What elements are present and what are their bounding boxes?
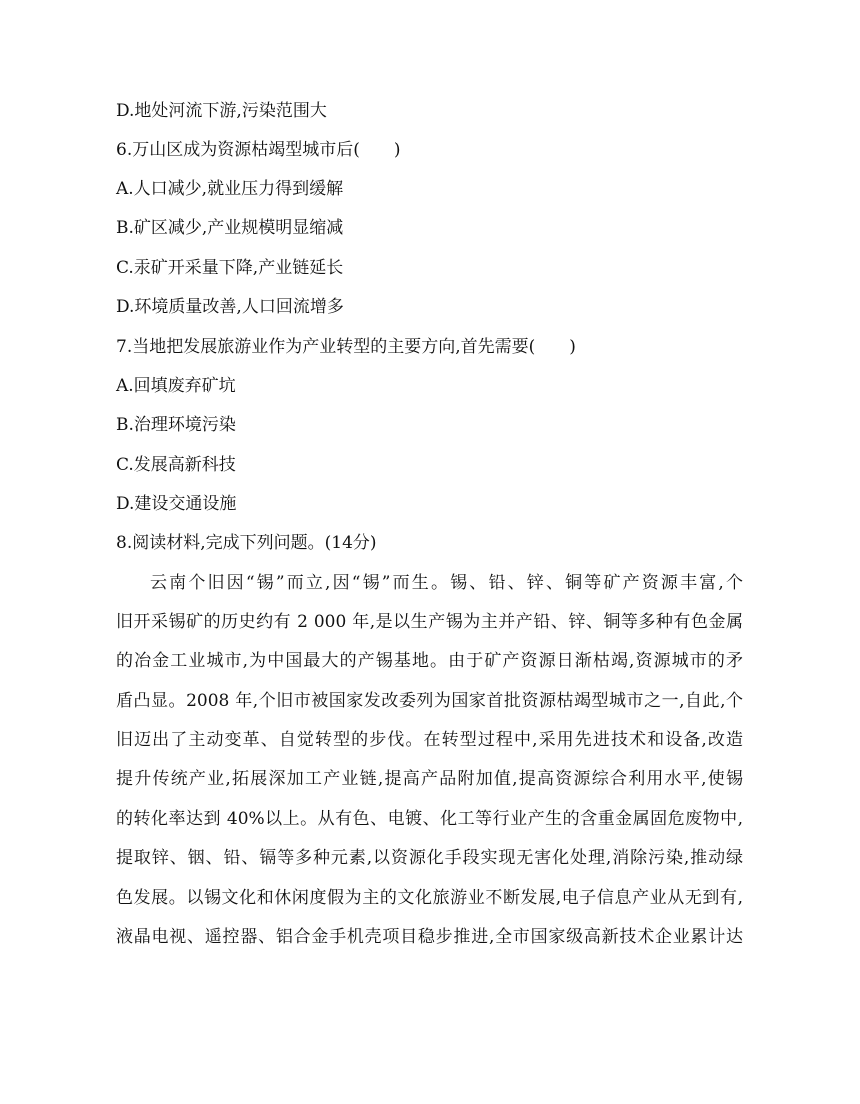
q7-option-d: D.建设交通设施 — [116, 494, 237, 514]
passage-line: 云南个旧因“锡”而立,因“锡”而生。锡、铅、锌、铜等矿产资源丰富,个 — [150, 573, 743, 593]
q5-option-d: D.地处河流下游,污染范围大 — [116, 101, 327, 121]
passage-line: 色发展。以锡文化和休闲度假为主的文化旅游业不断发展,电子信息产业从无到有, — [116, 888, 743, 908]
q8-stem: 8.阅读材料,完成下列问题。(14分) — [116, 533, 377, 553]
passage-line: 的冶金工业城市,为中国最大的产锡基地。由于矿产资源日渐枯竭,资源城市的矛 — [116, 651, 743, 671]
q6-option-b: B.矿区减少,产业规模明显缩减 — [116, 218, 344, 238]
q6-option-d: D.环境质量改善,人口回流增多 — [116, 297, 344, 317]
passage-line: 的转化率达到 40%以上。从有色、电镀、化工等行业产生的含重金属固危废物中, — [116, 809, 743, 829]
q6-option-a: A.人口减少,就业压力得到缓解 — [116, 179, 344, 199]
q7-stem: 7.当地把发展旅游业作为产业转型的主要方向,首先需要( ) — [116, 337, 576, 357]
q7-option-b: B.治理环境污染 — [116, 415, 236, 435]
q7-option-a: A.回填废弃矿坑 — [116, 376, 236, 396]
q6-option-c: C.汞矿开采量下降,产业链延长 — [116, 258, 344, 278]
passage-line: 提取锌、铟、铅、镉等多种元素,以资源化手段实现无害化处理,消除污染,推动绿 — [116, 848, 743, 868]
passage-line: 液晶电视、遥控器、铝合金手机壳项目稳步推进,全市国家级高新技术企业累计达 — [116, 927, 743, 947]
passage-line: 盾凸显。2008 年,个旧市被国家发改委列为国家首批资源枯竭型城市之一,自此,个 — [116, 691, 743, 711]
passage-line: 旧开采锡矿的历史约有 2 000 年,是以生产锡为主并产铅、锌、铜等多种有色金属 — [116, 612, 743, 632]
q7-option-c: C.发展高新科技 — [116, 455, 236, 475]
passage-line: 提升传统产业,拓展深加工产业链,提高产品附加值,提高资源综合利用水平,使锡 — [116, 769, 743, 789]
passage-line: 旧迈出了主动变革、自觉转型的步伐。在转型过程中,采用先进技术和设备,改造 — [116, 730, 743, 750]
q6-stem: 6.万山区成为资源枯竭型城市后( ) — [116, 140, 401, 160]
